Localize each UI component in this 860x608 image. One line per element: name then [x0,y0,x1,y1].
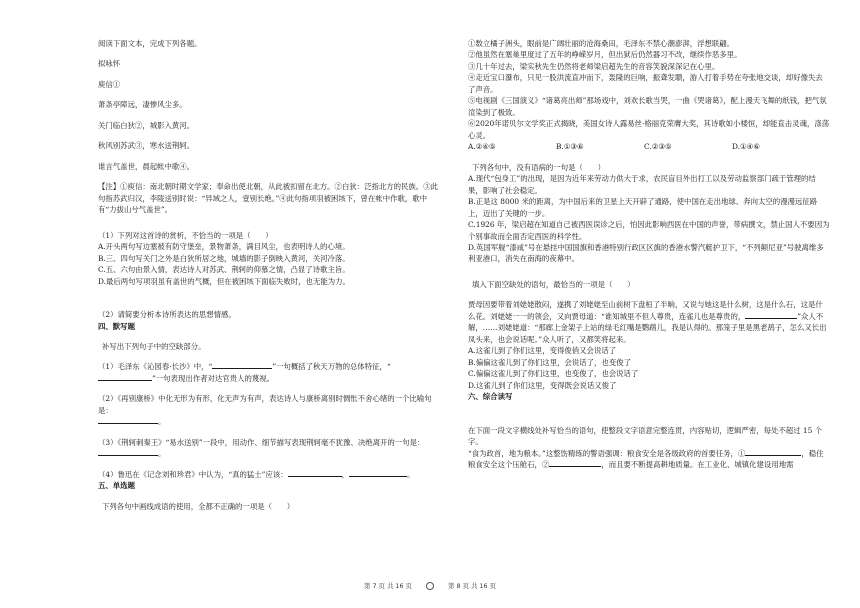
poem-line: 秋风别苏武③，寒水送荆轲。 [98,141,195,151]
dictation-4-text: （4）鲁迅在《记念刘和珍君》中认为，“真的猛士”应该： [98,469,288,479]
left-page [98,38,438,512]
option-d: D.这雀儿到了你们这里，变得既会说话又俊了 [468,380,617,390]
dictation-1-part-c: ”一句表现出作者对达官贵人的蔑视。 [152,373,275,383]
option-c: C.五、六句由景入情，表达诗人对苏武、荆轲的仰慕之情，凸显了诗歌主旨。 [98,265,350,275]
dictation-1-part-a: （1）毛泽东《沁园春·长沙》中，“ [98,362,213,372]
dictation-1-part-b: ”一句概括了秋天万物的总体特征，“ [272,362,391,372]
section-6-intro: 在下面一段文字横线处补写恰当的语句，使整段文字语意完整连贯，内容贴切，逻辑严密，每处不超过 15 个字。 [468,425,823,447]
question-2: （2）请简要分析本诗所表达的思想情感。 [98,310,236,320]
list-item: ③几十年过去，梁实秋先生仍然将老师梁启超先生的音容笑貌深深记在心里。 [468,61,720,71]
dictation-4: （4）鲁迅在《记念刘和珍君》中认为，“真的猛士”应该： ， 。 [98,469,415,479]
list-item: ②他虽然在塞巢里度过了五年的峥嵘岁月，但出狱后仍然器习不改，继续作恶多里。 [468,50,742,60]
dictation-3-text: （3）《荆轲刺秦王》“易水送别”一段中，用动作、细节描写表现荆轲毫不犹豫、决绝离开的一句是： [98,437,425,447]
option-d: D.最后两句写项羽虽有盖世的气概，但在被困垓下面临失败时，也无能为力。 [98,276,350,286]
page-number-right: 第 8 页 共 16 页 [448,582,496,590]
single-choice-question: 下列各句中画线成语的使用，全都不正确的一项是（ ） [102,501,295,511]
section-4-intro: 补写出下列句子中的空缺部分。 [102,341,206,351]
option-a: A.②④⑤ [468,142,496,152]
final-passage: “食为政首，地为粮本。”这整饬精练的警语强调：粮食安全是各级政府的首要任务，① ，稳住粮食安全这个压舱石，② ，而且要不断提高耕地质量。在工业化、城镇化建设用地需 [468,448,824,469]
list-item: ④走近宝口瀑布，只见一股洪流直冲而下，轰隆的巨响，振聋发聩，游人打着手势在夸张地交谈，却好像失去了声音。 [468,73,823,94]
right-page [468,38,830,470]
dictation-2-text: （2）《再别康桥》中化无形为有形，化无声为有声，表达诗人与康桥离别时惆怅不舍心绪的一个比喻句是： [98,394,432,415]
list-item: ①数立橘子洲头，眼前是广阔壮丽的沧海桑田，毛泽东不禁心潮澎湃，浮想联翩。 [468,39,735,48]
passage-text-cont: ”众人不解，……刘姥姥道：“那廊上金架子上站的绿毛红嘴是鹦鹉儿，我是认得的。那笼子里是黑老鸹子，怎么又长出凤头来，也会说话呢。”众人听了，又都笑将起来。 [468,311,827,344]
option-c: C.偏偏这雀儿到了你们这里，也变俊了，也会说话了 [468,369,639,379]
answer-blank[interactable] [288,476,342,477]
answer-blank[interactable] [549,466,601,467]
poem-line: 关门临白狄②，城影入黄河。 [98,120,195,130]
dictation-1 [98,361,438,384]
option-b: B.偏偏这雀儿到了你们这里，会说话了，也变俊了 [468,357,631,367]
answer-blank[interactable] [98,380,152,381]
passage [468,299,830,345]
list-item: ⑤电视剧《三国演义》“诸葛亮出师”那场戏中，刘欢长歌当哭，一曲《哭诸葛》，配上漫天飞舞的纸钱，把气氛渲染到了极致。 [468,96,827,117]
section-heading-4: 四、默写题 [98,321,135,331]
question-fill: 填入下面空缺处的语句，最恰当的一项是（ ） [472,279,635,289]
option-a: A.现代“包身工”的出现，是因为近年来劳动力供大于求，农民盲目外出打工以及劳动监察部门疏于管理的结果，影响了社会稳定。 [468,174,816,195]
answer-blank[interactable] [98,423,158,424]
question-grammar: 下列各句中，没有语病的一句是（ ） [472,162,606,172]
page-number-left: 第 7 页 共 16 页 [364,582,412,590]
answer-blank[interactable] [349,476,407,477]
section-heading-6: 六、综合读写 [468,392,513,402]
options-row [468,141,830,152]
option-d: D.英国军舰“漆咸”号在悬挂中国国旗和香港特别行政区区旗的香港水警汽艇护卫下，“不列颠尼亚”号驶离维多利亚港口，消失在南海的夜幕中。 [468,242,824,264]
page-footer [0,581,860,590]
option-b: B.①③⑥ [556,142,584,152]
poem-line: 谁言气盖世，晨起帐中歌④。 [98,161,195,171]
option-c: C.1926 年，梁启超在知道自己被西医误诊之后，怕因此影响西医在中国的声誉，带病撰文，禁止国人不要因为个别事故而全面否定西医的科学性。 [468,220,830,241]
option-c: C.②③⑤ [644,142,672,152]
option-a: A.这雀儿到了你们这里，变得俊俏又会说话了 [468,346,617,356]
answer-blank[interactable] [745,455,801,456]
answer-blank[interactable] [212,368,272,369]
dictation-2: （2）《再别康桥》中化无形为有形，化无声为有声，表达诗人与康桥离别时惆怅不舍心绪的一个比喻句是： 。 [98,394,432,427]
option-a: A.开头两句写边塞被有防守堡垒，景物萧条，满目风尘，也表明诗人的心境。 [98,242,350,252]
section-heading-5: 五、单选题 [98,481,135,491]
question-1: （1）下列对这首诗的赏析，不恰当的一项是（ ） [98,230,273,240]
option-b: B.三、四句写关门之外是白狄所居之地，城墙的影子倒映入黄河，关河冷落。 [98,253,350,263]
dictation-3: （3）《荆轲刺秦王》“易水送别”一段中，用动作、细节描写表现荆轲毫不犹豫、决绝离开的一句是： 。 [98,437,425,459]
poem-note: 【注】①庾信：南北朝时期文学家；奉命出使北朝，从此被扣留在北方。②白狄：泛指北方的民族。③此句指苏武归汉，李陵送别时说：“异域之人，壹别长绝。”④此句指项羽被困垓下，曾在帐中作歌，歌中有“力拔山兮气盖世”。 [98,182,438,215]
answer-blank[interactable] [745,318,797,319]
option-b: B.正是这 8000 米的距离，为中国后来的卫星上天开辟了通路，使中国在走出地球、奔向太空的漫漫远征路上，迈出了关键的一步。 [468,197,818,218]
reading-intro: 阅读下面文本，完成下列各题。 [98,39,202,48]
list-item: ⑥2020年诺贝尔文学奖正式揭晓，美国女诗人露易丝·格丽克荣膺大奖，其诗歌如小楼恒，却能直击灵魂，涤荡心灵。 [468,119,830,140]
poem-author: 庾信① [98,79,121,89]
binding-ring-icon [426,582,434,590]
final-passage-b: ，稳住粮食安全这个压舱石， [468,448,824,469]
final-passage-c: ，而且要不断提高耕地质量。在工业化、城镇化建设用地需 [601,460,794,469]
answer-blank[interactable] [98,455,158,456]
final-passage-a: “食为政首，地为粮本。”这整饬精练的警语强调：粮食安全是各级政府的首要任务， [468,448,738,458]
poem-title: 拟咏怀 [98,59,121,69]
option-d: D.①④⑥ [732,142,760,152]
poem-line: 萧条亭障远，凄惨风尘多。 [98,100,187,110]
passage-text: 贾母因要带着刘姥姥散闷，遂携了刘姥姥至山前树下盘桓了半晌，又说与她这是什么树，这是什么石，这是什么花。刘姥姥一一的领会，又向贾母道：“谁知城里不但人尊贵，连雀儿也是尊贵的， [468,300,823,321]
